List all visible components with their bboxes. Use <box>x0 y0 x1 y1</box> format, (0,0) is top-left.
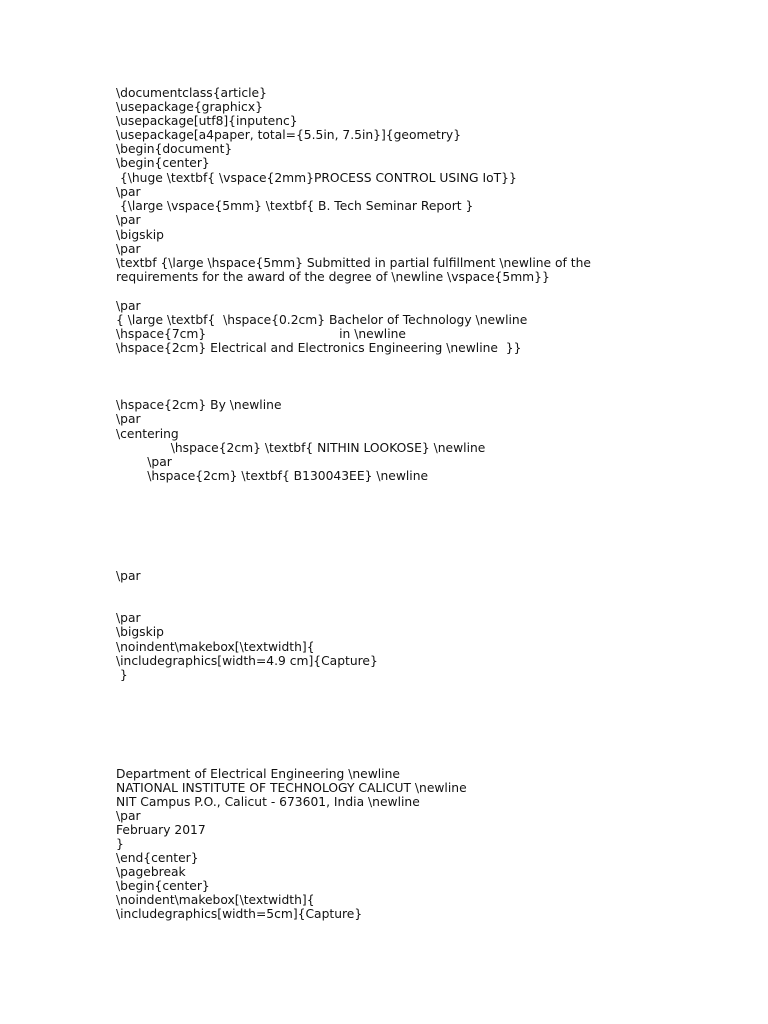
source-line-29: \includegraphics[width=4.9 cm]{Capture} <box>116 654 378 668</box>
source-line-40: \noindent\makebox[\textwidth]{ <box>116 893 315 907</box>
source-line-9: {\large \vspace{5mm} \textbf{ B. Tech Seminar Report } <box>116 199 474 213</box>
source-line-32: NATIONAL INSTITUTE OF TECHNOLOGY CALICUT \newline <box>116 781 467 795</box>
source-line-7: {\huge \textbf{ \vspace{2mm}PROCESS CONTROL USING IoT}} <box>116 171 517 185</box>
source-line-11: \bigskip <box>116 228 164 242</box>
source-line-26: \par <box>116 611 141 625</box>
source-line-34: \par <box>116 809 141 823</box>
source-line-16: { \large \textbf{ \hspace{0.2cm} Bachelor of Technology \newline <box>116 313 528 327</box>
source-line-1: \documentclass{article} <box>116 86 267 100</box>
source-line-33: NIT Campus P.O., Calicut - 673601, India \newline <box>116 795 420 809</box>
source-line-41: \includegraphics[width=5cm]{Capture} <box>116 907 363 921</box>
source-line-35: February 2017 <box>116 823 206 837</box>
source-line-3: \usepackage[utf8]{inputenc} <box>116 114 298 128</box>
source-line-39: \begin{center} <box>116 879 210 893</box>
source-line-27: \bigskip <box>116 625 164 639</box>
source-line-12: \par <box>116 242 141 256</box>
source-line-6: \begin{center} <box>116 156 210 170</box>
source-line-36: } <box>116 837 124 851</box>
source-line-10: \par <box>116 213 141 227</box>
source-line-23: \par <box>116 455 172 469</box>
source-line-31: Department of Electrical Engineering \newline <box>116 767 400 781</box>
source-line-5: \begin{document} <box>116 142 233 156</box>
source-line-2: \usepackage{graphicx} <box>116 100 263 114</box>
source-line-14: requirements for the award of the degree of \newline \vspace{5mm}} <box>116 270 550 284</box>
source-line-4: \usepackage[a4paper, total={5.5in, 7.5in}]{geometry} <box>116 128 462 142</box>
source-line-38: \pagebreak <box>116 865 186 879</box>
source-line-22: \hspace{2cm} \textbf{ NITHIN LOOKOSE} \newline <box>116 441 486 455</box>
source-line-18: \hspace{2cm} Electrical and Electronics Engineering \newline }} <box>116 341 522 355</box>
source-line-8: \par <box>116 185 141 199</box>
source-line-15: \par <box>116 299 141 313</box>
source-line-30: } <box>116 668 128 682</box>
source-line-21: \centering <box>116 427 179 441</box>
source-line-24: \hspace{2cm} \textbf{ B130043EE} \newline <box>116 469 429 483</box>
source-line-25: \par <box>116 569 141 583</box>
source-line-20: \par <box>116 412 141 426</box>
source-line-17: \hspace{7cm} in \newline <box>116 327 406 341</box>
source-line-37: \end{center} <box>116 851 199 865</box>
source-line-13: \textbf {\large \hspace{5mm} Submitted in partial fulfillment \newline of the <box>116 256 591 270</box>
source-line-19: \hspace{2cm} By \newline <box>116 398 282 412</box>
source-line-28: \noindent\makebox[\textwidth]{ <box>116 640 315 654</box>
